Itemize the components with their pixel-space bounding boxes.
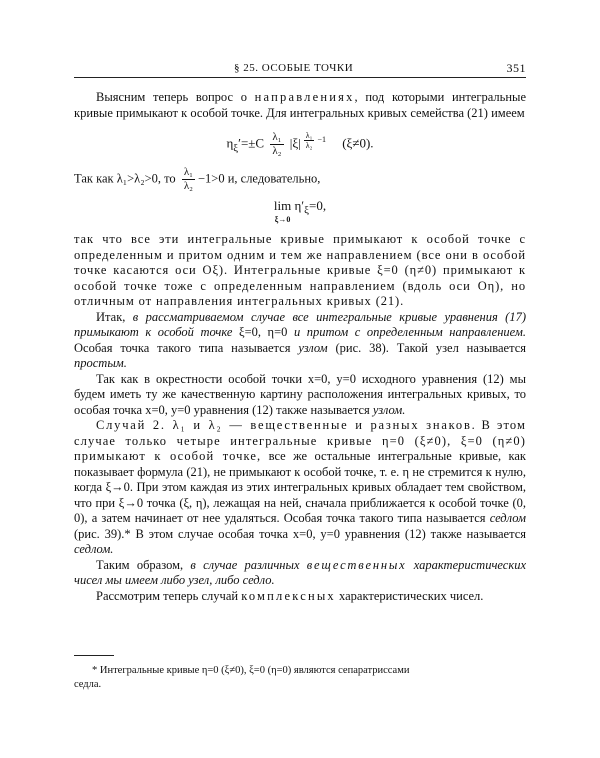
footnote-rule <box>74 655 114 656</box>
paragraph-7: Таким образом, в случае различных вещественных характеристических чисел мы имеем либо узел, либо седло. <box>74 557 526 588</box>
paragraph-5: Так как в окрестности особой точки x=0, y=0 исходного уравнения (12) мы будем иметь ту же качественную картину расположения интегральных кривых, то особая точка x=0, y=0 уравнения (12) также называется узлом. <box>74 371 526 417</box>
page-body <box>74 90 526 604</box>
paragraph-2: Так как λ₁>λ₂>0, то $\frac{\text{λ₁}}{\text{λ₂}}$ −1>0 и, следовательно, <box>74 166 321 193</box>
footnote: * Интегральные кривые η=0 (ξ≠0), ξ=0 (η=0) являются сепаратриссами седла. <box>74 665 410 690</box>
running-header <box>74 60 526 78</box>
paragraph-8: Рассмотрим теперь случай комплексных характеристических чисел. <box>96 588 484 603</box>
page-number: 351 <box>506 61 526 75</box>
equation-1: $\eta_\xi'=\pm C$ $\frac{\text{λ₁}}{\text{λ₂}}$ |ξ| $^{\frac{\text{λ₁}}{\text{λ₂}} -1}$ (ξ≠0). <box>226 131 374 158</box>
paragraph-3: так что все эти интегральные кривые примыкают к особой точке с определенным и притом одним и тем же направлением (все они в особой точке касаются оси Oξ). Интегральные кривые ξ=0 (η≠0) примыкают к особой точке тоже с определенным направлением (вдоль оси Oη), но отличным от направления интегральных кривых (21). <box>74 232 526 309</box>
equation-2: lim ξ→0 $\eta'_\xi=0$, <box>273 198 327 225</box>
section-title: § 25. ОСОБЫЕ ТОЧКИ <box>234 62 354 74</box>
paragraph-1: Выясним теперь вопрос о направлениях, под которыми интегральные кривые примыкают к особой точке. Для интегральных кривых семейства (21) имеем <box>74 90 526 120</box>
paragraph-4: Итак, в рассматриваемом случае все интегральные кривые уравнения (17) примыкают к особой точке ξ=0, η=0 и притом с определенным направлением. Особая точка такого типа называется узлом (рис. 38). Такой узел называется простым. <box>74 309 526 371</box>
paragraph-6: Случай 2. λ₁ и λ₂ — вещественные и разных знаков. В этом случае только четыре интегральные кривые η=0 (ξ≠0), ξ=0 (η≠0) примыкают к особой точке, все же остальные интегральные кривые, как показывает формула (21), не примыкают к особой точке, т. е. η не стремится к нулю, когда ξ→0. При этом каждая из этих интегральных кривых обладает тем свойством, что при ξ→0 точка (ξ, η), лежащая на ней, сначала приближается к особой точке (0, 0), а затем начинает от нее удаляться. Особая точка такого типа называется седлом (рис. 39).* В этом случае особая точка x=0, y=0 уравнения (12) также называется седлом. <box>74 418 527 557</box>
